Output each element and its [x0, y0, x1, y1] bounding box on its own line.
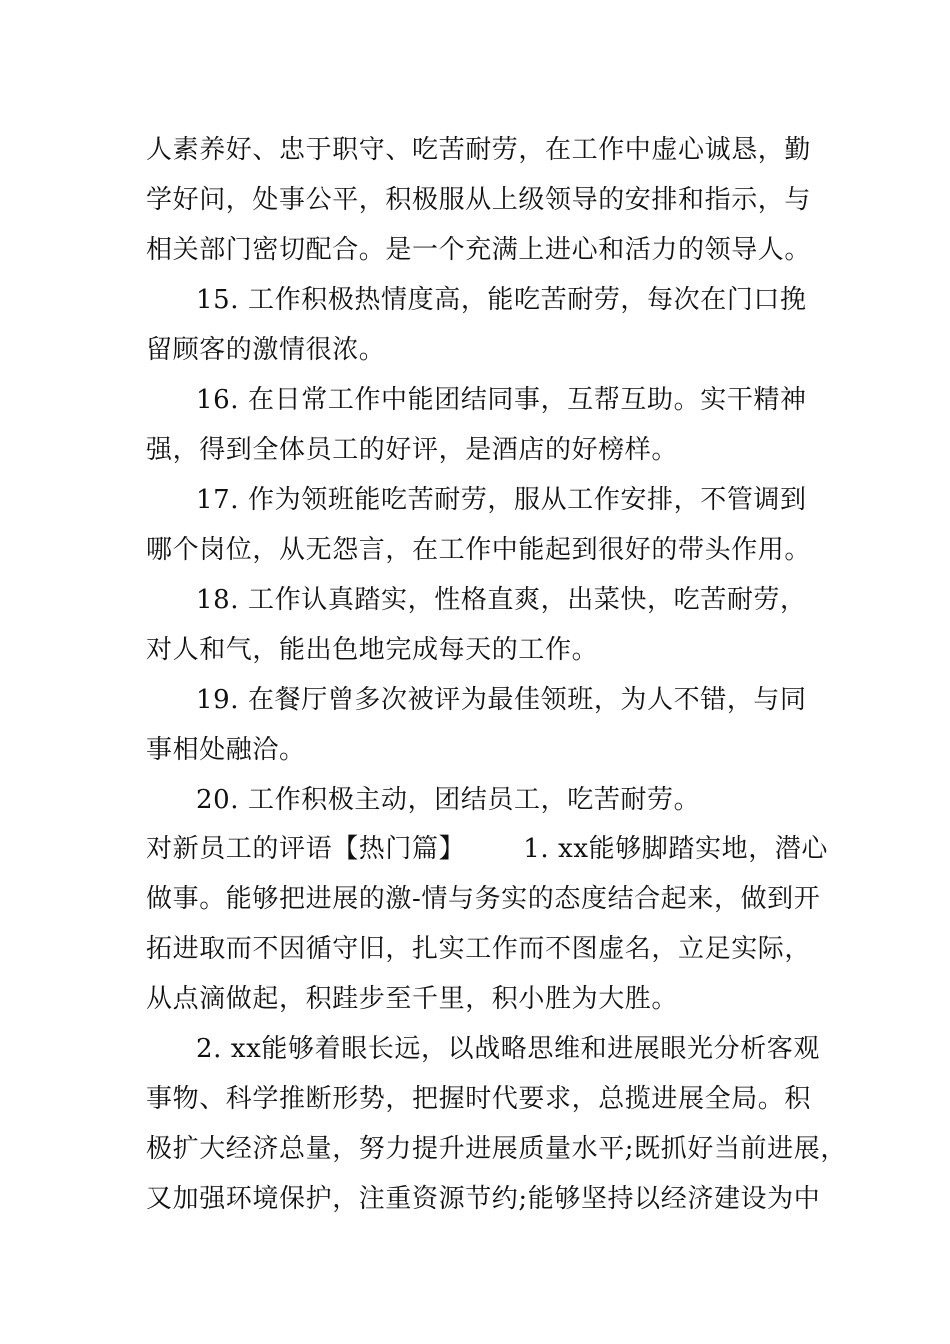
- list-item-15: 15. 工作积极热情度高，能吃苦耐劳，每次在门口挽: [196, 285, 807, 315]
- body-line: 事相处融洽。: [146, 735, 306, 765]
- list-item-17: 17. 作为领班能吃苦耐劳，服从工作安排，不管调到: [196, 485, 807, 515]
- body-line: 从点滴做起，积跬步至千里，积小胜为大胜。: [146, 984, 679, 1014]
- body-line: 相关部门密切配合。是一个充满上进心和活力的领导人。: [146, 235, 812, 265]
- body-line: 对人和气，能出色地完成每天的工作。: [146, 635, 599, 665]
- body-line: 拓进取而不因循守旧，扎实工作而不图虚名，立足实际，: [146, 934, 812, 964]
- body-line: 做事。能够把进展的激-情与务实的态度结合起来，做到开: [146, 884, 821, 914]
- section-heading-line: [146, 832, 828, 866]
- body-line: 哪个岗位，从无怨言，在工作中能起到很好的带头作用。: [146, 535, 812, 565]
- list-item-1-start: 1. xx能够脚踏实地，潜心: [523, 834, 829, 864]
- body-line: 人素养好、忠于职守、吃苦耐劳，在工作中虚心诚恳，勤: [146, 135, 812, 165]
- body-line: 留顾客的激情很浓。: [146, 335, 386, 365]
- list-item-2: 2. xx能够着眼长远，以战略思维和进展眼光分析客观: [196, 1034, 820, 1064]
- body-line: 事物、科学推断形势，把握时代要求，总揽进展全局。积: [146, 1084, 812, 1114]
- section-heading: 对新员工的评语【热门篇】: [146, 834, 466, 864]
- body-line: 学好问，处事公平，积极服从上级领导的安排和指示，与: [146, 185, 812, 215]
- list-item-16: 16. 在日常工作中能团结同事，互帮互助。实干精神: [196, 385, 807, 415]
- body-line: 强，得到全体员工的好评，是酒店的好榜样。: [146, 435, 679, 465]
- list-item-18: 18. 工作认真踏实，性格直爽，出菜快，吃苦耐劳，: [196, 585, 807, 615]
- body-line: 又加强环境保护，注重资源节约;能够坚持以经济建设为中: [146, 1184, 821, 1214]
- list-item-20: 20. 工作积极主动，团结员工，吃苦耐劳。: [196, 785, 701, 815]
- body-line: 极扩大经济总量，努力提升进展质量水平;既抓好当前进展，: [146, 1134, 847, 1164]
- list-item-19: 19. 在餐厅曾多次被评为最佳领班，为人不错，与同: [196, 685, 807, 715]
